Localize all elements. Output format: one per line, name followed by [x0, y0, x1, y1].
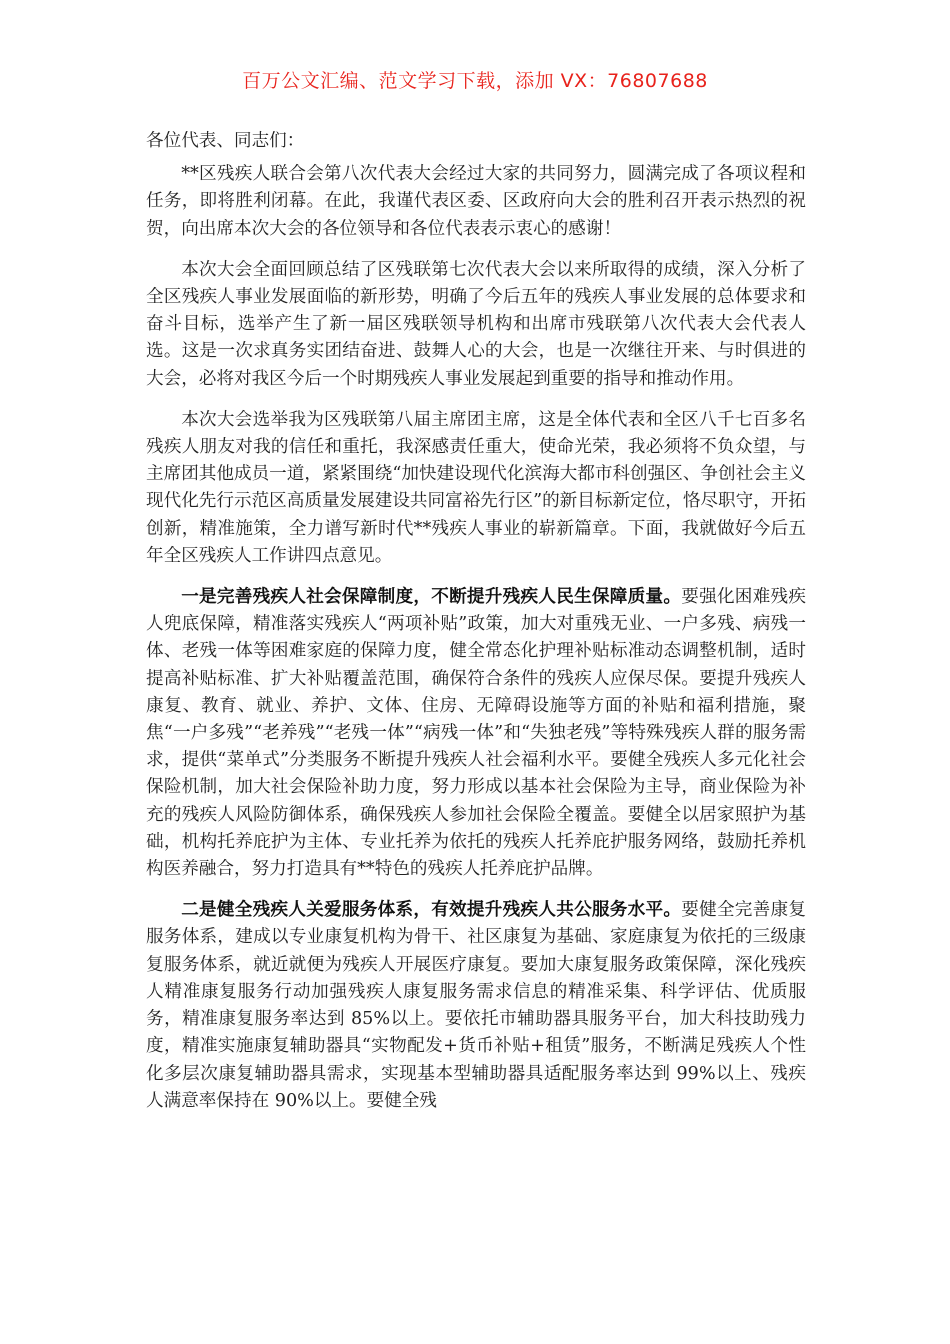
- paragraph-4-lead: 一是完善残疾人社会保障制度，不断提升残疾人民生保障质量。: [181, 587, 682, 608]
- paragraph-3-text: 本次大会选举我为区残联第八届主席团主席，这是全体代表和全区八千七百多名残疾人朋友对我的信任和重托，我深感责任重大，使命光荣，我必须将不负众望，与主席团其他成员一道，紧紧围绕“加快建设现代化滨海大都市科创强区、争创社会主义现代化先行示范区高质量发展建设共同富裕先行区”的新目标新定位，恪尽职守，开拓创新，精准施策，全力谱写新时代**残疾人事业的崭新篇章。下面，我就做好今后五年全区残疾人工作讲四点意见。: [146, 409, 806, 566]
- paragraph-5: [146, 897, 806, 1115]
- paragraph-3: [146, 407, 806, 570]
- greeting: 各位代表、同志们：: [146, 131, 305, 151]
- paragraph-5-text: 要健全完善康复服务体系，建成以专业康复机构为骨干、社区康复为基础、家庭康复为依托的三级康复服务体系，就近就便为残疾人开展医疗康复。要加大康复服务政策保障，深化残疾人精准康复服务行动加强残疾人康复服务需求信息的精准采集、科学评估、优质服务，精准康复服务率达到 85%以上。要依托市辅助器具服务平台，加大科技助残力度，精准实施康复辅助器具“实物配发+货币补贴+租赁”服务，不断满足残疾人个性化多层次康复辅助器具需求，实现基本型辅助器具适配服务率达到 99%以上、残疾人满意率保持在 90%以上。要健全残: [146, 900, 806, 1111]
- header-banner: 百万公文汇编、范文学习下载，添加 VX：76807688: [242, 70, 708, 92]
- paragraph-2-text: 本次大会全面回顾总结了区残联第七次代表大会以来所取得的成绩，深入分析了全区残疾人事业发展面临的新形势，明确了今后五年的残疾人事业发展的总体要求和奋斗目标，选举产生了新一届区残联领导机构和出席市残联第八次代表大会代表人选。这是一次求真务实团结奋进、鼓舞人心的大会，也是一次继往开来、与时俱进的大会，必将对我区今后一个时期残疾人事业发展起到重要的指导和推动作用。: [146, 259, 806, 389]
- document-body: [146, 128, 806, 1129]
- paragraph-1-text: **区残疾人联合会第八次代表大会经过大家的共同努力，圆满完成了各项议程和任务，即将胜利闭幕。在此，我谨代表区委、区政府向大会的胜利召开表示热烈的祝贺，向出席本次大会的各位领导和各位代表表示衷心的感谢！: [146, 164, 806, 239]
- paragraph-1: [146, 161, 806, 243]
- paragraph-4-text: 要强化困难残疾人兜底保障，精准落实残疾人“两项补贴”政策，加大对重残无业、一户多残、病残一体、老残一体等困难家庭的保障力度，健全常态化护理补贴标准动态调整机制，适时提高补贴标准、扩大补贴覆盖范围，确保符合条件的残疾人应保尽保。要提升残疾人康复、教育、就业、养护、文体、住房、无障碍设施等方面的补贴和福利措施，聚焦“一户多残”“老养残”“老残一体”“病残一体”和“失独老残”等特殊残疾人群的服务需求，提供“菜单式”分类服务不断提升残疾人社会福利水平。要健全残疾人多元化社会保险机制，加大社会保险补助力度，努力形成以基本社会保险为主导，商业保险为补充的残疾人风险防御体系，确保残疾人参加社会保险全覆盖。要健全以居家照护为基础，机构托养庇护为主体、专业托养为依托的残疾人托养庇护服务网络，鼓励托养机构医养融合，努力打造具有**特色的残疾人托养庇护品牌。: [146, 587, 806, 880]
- paragraph-4: [146, 584, 806, 883]
- paragraph-5-lead: 二是健全残疾人关爱服务体系，有效提升残疾人共公服务水平。: [181, 900, 682, 921]
- paragraph-2: [146, 257, 806, 393]
